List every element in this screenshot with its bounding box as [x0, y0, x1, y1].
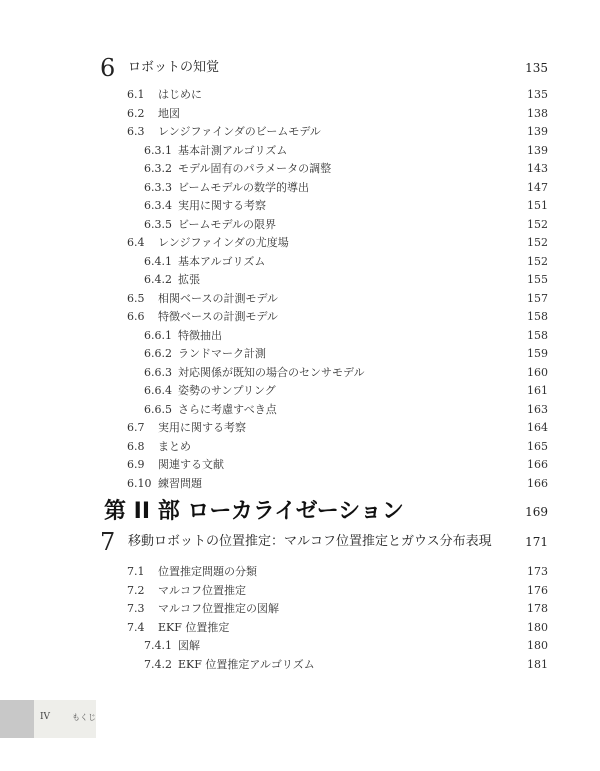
page-number: 138 [527, 107, 548, 120]
page-number: 139 [527, 125, 548, 138]
page-number: 176 [527, 584, 548, 597]
page-number: 152 [527, 255, 548, 268]
section-title: 地図 [158, 107, 180, 120]
subsection-number: 6.6.5 [144, 403, 172, 416]
toc-section-row [0, 456, 600, 474]
section-title: 位置推定問題の分類 [158, 565, 257, 578]
toc-section-row [0, 290, 600, 308]
toc-section-row [0, 600, 600, 618]
subsection-number: 6.6.3 [144, 366, 172, 379]
section-title: マルコフ位置推定の図解 [158, 602, 279, 615]
section-title: マルコフ位置推定 [158, 584, 246, 597]
subsection-title: 特徴抽出 [178, 329, 222, 342]
page-number: 143 [527, 162, 548, 175]
page-number: 158 [527, 310, 548, 323]
toc-section-row [0, 438, 600, 456]
toc-subsection-row [0, 216, 600, 234]
section-number: 6.7 [127, 421, 145, 434]
subsection-number: 6.3.2 [144, 162, 172, 175]
toc-subsection-row [0, 382, 600, 400]
page-number: 158 [527, 329, 548, 342]
subsection-title: 対応関係が既知の場合のセンサモデル [178, 366, 365, 379]
section-number: 7.2 [127, 584, 145, 597]
toc-section-row [0, 582, 600, 600]
section-number: 6.5 [127, 292, 145, 305]
section-number: 6.10 [127, 477, 152, 490]
chapter-number: 6 [100, 54, 116, 82]
page-number: 161 [527, 384, 548, 397]
subsection-title: ランドマーク計測 [178, 347, 266, 360]
section-number: 6.9 [127, 458, 145, 471]
toc-section-row [0, 419, 600, 437]
subsection-number: 6.6.4 [144, 384, 172, 397]
section-number: 6.3 [127, 125, 145, 138]
toc-subsection-row [0, 401, 600, 419]
subsection-number: 6.3.5 [144, 218, 172, 231]
subsection-title: 基本計測アルゴリズム [178, 144, 288, 157]
subsection-title: ビームモデルの限界 [178, 218, 277, 231]
toc-subsection-row [0, 327, 600, 345]
subsection-number: 7.4.1 [144, 639, 172, 652]
page-number: 169 [525, 505, 548, 519]
subsection-number: 6.3.3 [144, 181, 172, 194]
toc-subsection-row [0, 253, 600, 271]
section-title: 実用に関する考察 [158, 421, 246, 434]
toc-subsection-row [0, 345, 600, 363]
page-number: 166 [527, 458, 548, 471]
toc-subsection-row [0, 271, 600, 289]
page-number: 152 [527, 236, 548, 249]
subsection-number: 6.4.2 [144, 273, 172, 286]
toc-subsection-row [0, 197, 600, 215]
subsection-title: さらに考慮すべき点 [178, 403, 277, 416]
section-title: まとめ [158, 440, 191, 453]
page-number: 135 [527, 88, 548, 101]
subsection-number: 6.3.1 [144, 144, 172, 157]
toc-chapter-row [0, 54, 600, 82]
footer-page-number: IV [40, 712, 51, 722]
section-number: 6.2 [127, 107, 145, 120]
toc-section-row [0, 619, 600, 637]
toc-section-row [0, 475, 600, 493]
page-number: 160 [527, 366, 548, 379]
page-number: 166 [527, 477, 548, 490]
page-number: 163 [527, 403, 548, 416]
section-number: 7.3 [127, 602, 145, 615]
toc-section-row [0, 105, 600, 123]
chapter-number: 7 [100, 528, 116, 556]
section-number: 7.1 [127, 565, 145, 578]
page-number: 164 [527, 421, 548, 434]
subsection-title: 実用に関する考察 [178, 199, 266, 212]
section-title: レンジファインダのビームモデル [158, 125, 321, 138]
section-number: 6.6 [127, 310, 145, 323]
subsection-number: 6.6.1 [144, 329, 172, 342]
toc-section-row [0, 234, 600, 252]
page-number: 147 [527, 181, 548, 194]
toc-section-row [0, 308, 600, 326]
page-number: 180 [527, 639, 548, 652]
footer-tab [0, 700, 34, 738]
toc-section-row [0, 563, 600, 581]
page-number: 152 [527, 218, 548, 231]
subsection-title: 拡張 [178, 273, 200, 286]
subsection-number: 7.4.2 [144, 658, 172, 671]
page-number: 151 [527, 199, 548, 212]
page-number: 181 [527, 658, 548, 671]
toc-part-row [0, 496, 600, 528]
page-number: 171 [525, 535, 548, 549]
toc-subsection-row [0, 160, 600, 178]
page-number: 155 [527, 273, 548, 286]
section-title: 相関ベースの計測モデル [158, 292, 278, 305]
subsection-title: EKF 位置推定アルゴリズム [178, 658, 315, 671]
subsection-number: 6.3.4 [144, 199, 172, 212]
toc-subsection-row [0, 656, 600, 674]
chapter-title: ロボットの知覚 [128, 60, 220, 75]
toc-subsection-row [0, 179, 600, 197]
page-number: 159 [527, 347, 548, 360]
section-title: 特徴ベースの計測モデル [158, 310, 278, 323]
section-title: 関連する文献 [158, 458, 224, 471]
section-title: レンジファインダの尤度場 [158, 236, 289, 249]
subsection-title: 姿勢のサンプリング [178, 384, 276, 397]
page-number: 180 [527, 621, 548, 634]
subsection-title: ビームモデルの数学的導出 [178, 181, 310, 194]
subsection-title: 図解 [178, 639, 200, 652]
page-number: 165 [527, 440, 548, 453]
chapter-title: 移動ロボットの位置推定：マルコフ位置推定とガウス分布表現 [128, 534, 492, 549]
toc-chapter-row [0, 528, 600, 556]
section-title: 練習問題 [158, 477, 202, 490]
toc-subsection-row [0, 364, 600, 382]
page-number: 139 [527, 144, 548, 157]
toc-section-row [0, 123, 600, 141]
part-title: 第 II 部 ローカライゼーション [104, 499, 404, 524]
toc-subsection-row [0, 142, 600, 160]
page-number: 173 [527, 565, 548, 578]
section-number: 6.1 [127, 88, 145, 101]
section-title: はじめに [158, 88, 202, 101]
footer [34, 700, 96, 738]
section-number: 6.4 [127, 236, 145, 249]
subsection-number: 6.4.1 [144, 255, 172, 268]
subsection-number: 6.6.2 [144, 347, 172, 360]
section-title: EKF 位置推定 [158, 621, 230, 634]
toc-subsection-row [0, 637, 600, 655]
page-number: 178 [527, 602, 548, 615]
page-number: 157 [527, 292, 548, 305]
subsection-title: 基本アルゴリズム [178, 255, 266, 268]
subsection-title: モデル固有のパラメータの調整 [178, 162, 332, 175]
page-number: 135 [525, 61, 548, 75]
toc-section-row [0, 86, 600, 104]
section-number: 7.4 [127, 621, 145, 634]
section-number: 6.8 [127, 440, 145, 453]
footer-label: もくじ [72, 713, 96, 722]
